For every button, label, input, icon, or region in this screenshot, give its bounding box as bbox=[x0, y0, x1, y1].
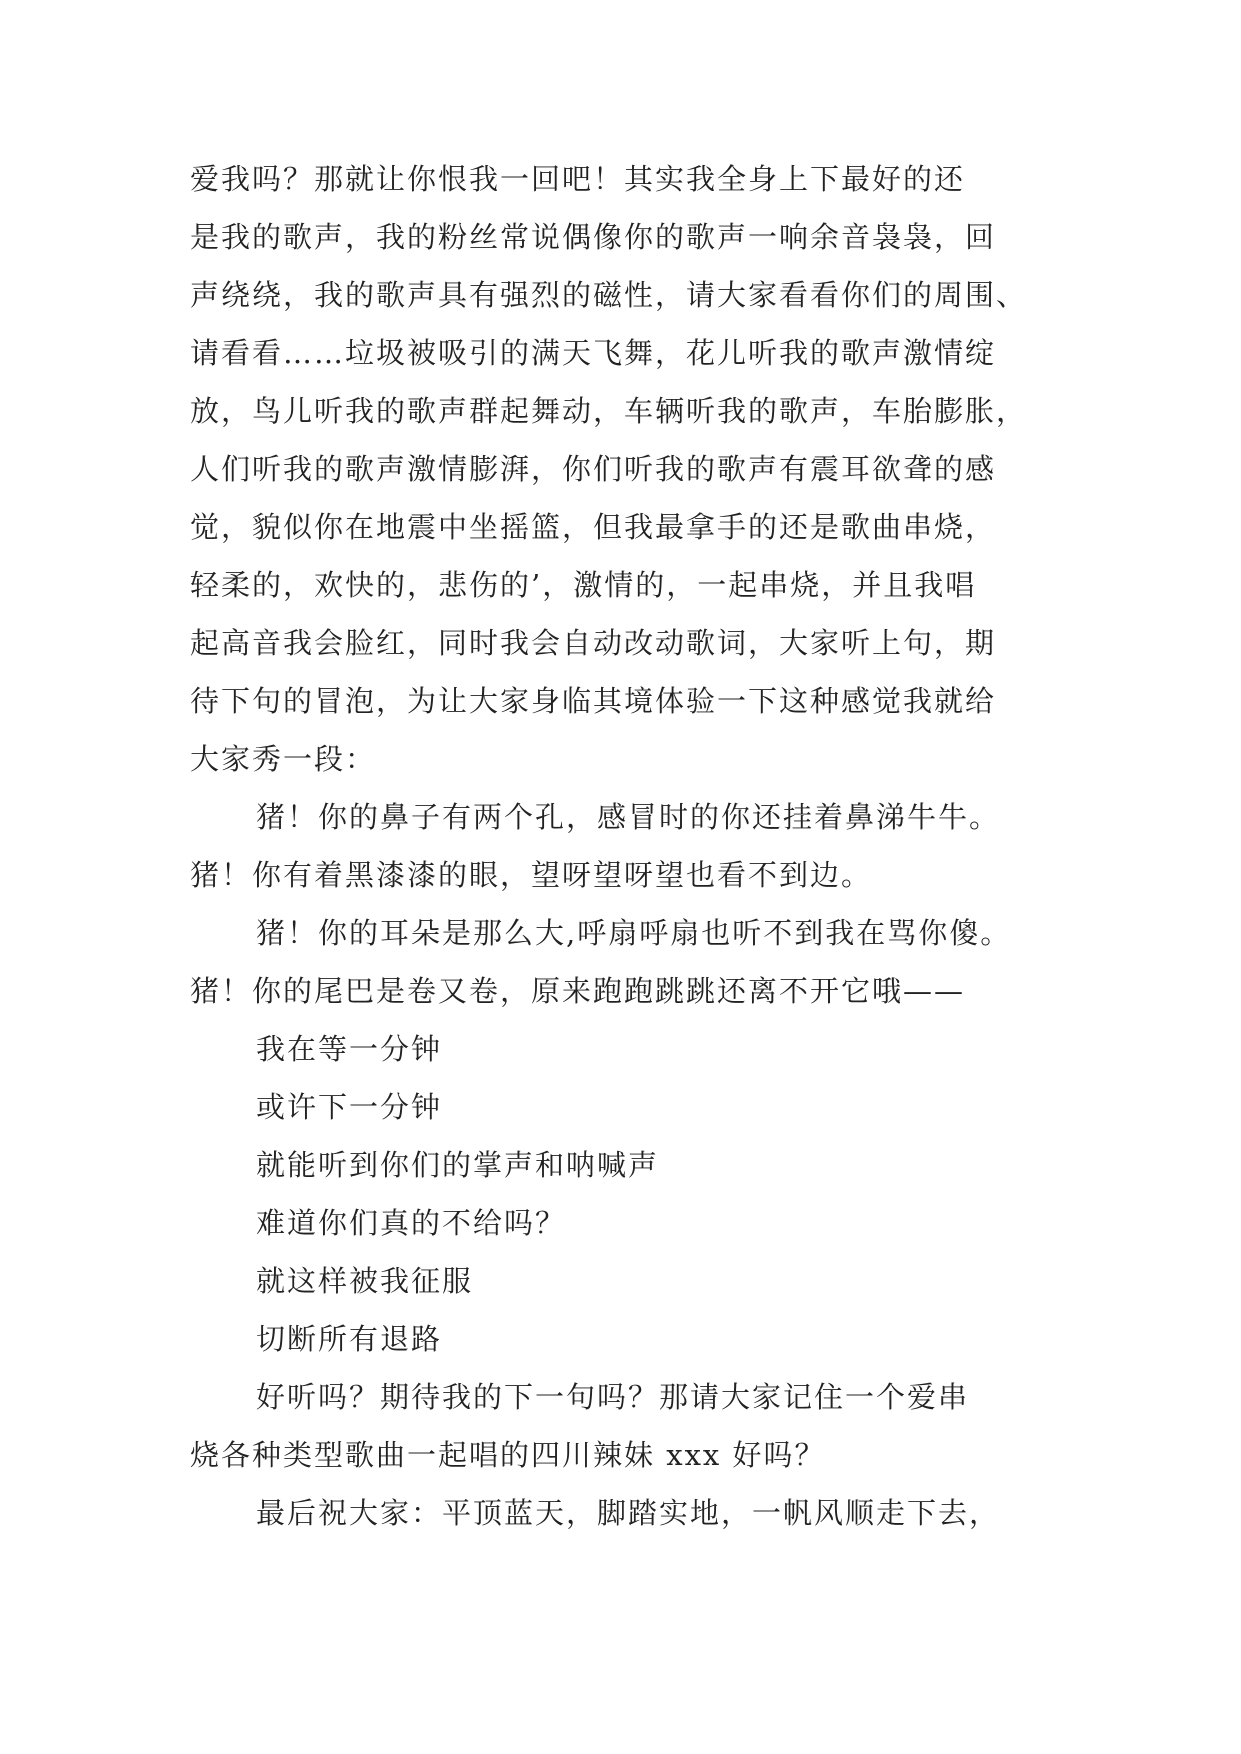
text-line: 爱我吗？那就让你恨我一回吧！其实我全身上下最好的还 bbox=[190, 162, 966, 196]
lyric-line: 我在等一分钟 bbox=[256, 1032, 443, 1066]
text-line: 觉，貌似你在地震中坐摇篮，但我最拿手的还是歌曲串烧， bbox=[190, 510, 997, 544]
text-line: 轻柔的，欢快的，悲伤的’，激情的，一起串烧，并且我唱 bbox=[190, 568, 977, 602]
text-line: 是我的歌声，我的粉丝常说偶像你的歌声一响余音袅袅，回 bbox=[190, 220, 997, 254]
text-line: 请看看……垃圾被吸引的满天飞舞，花儿听我的歌声激情绽 bbox=[190, 336, 997, 370]
lyric-line: 就能听到你们的掌声和呐喊声 bbox=[256, 1148, 660, 1182]
lyric-line: 就这样被我征服 bbox=[256, 1264, 474, 1298]
text-line: 待下句的冒泡，为让大家身临其境体验一下这种感觉我就给 bbox=[190, 684, 997, 718]
text-line: 起高音我会脸红，同时我会自动改动歌词，大家听上句，期 bbox=[190, 626, 997, 660]
text-line: 放，鸟儿听我的歌声群起舞动，车辆听我的歌声，车胎膨胀， bbox=[190, 394, 1028, 428]
text-line: 最后祝大家：平顶蓝天，脚踏实地，一帆风顺走下去， bbox=[256, 1496, 1001, 1530]
text-line: 大家秀一段： bbox=[190, 742, 377, 776]
text-line: 烧各种类型歌曲一起唱的四川辣妹 xxx 好吗？ bbox=[190, 1438, 826, 1472]
lyric-line: 难道你们真的不给吗？ bbox=[256, 1206, 567, 1240]
document-body bbox=[190, 150, 1070, 1542]
lyric-line: 猪！你的鼻子有两个孔，感冒时的你还挂着鼻涕牛牛。 bbox=[256, 800, 1001, 834]
lyric-line: 或许下一分钟 bbox=[256, 1090, 443, 1124]
text-line: 人们听我的歌声激情膨湃，你们听我的歌声有震耳欲聋的感 bbox=[190, 452, 997, 486]
lyric-line: 猪！你有着黑漆漆的眼，望呀望呀望也看不到边。 bbox=[190, 858, 873, 892]
lyric-line: 猪！你的尾巴是卷又卷，原来跑跑跳跳还离不开它哦—— bbox=[190, 974, 966, 1008]
lyric-line: 切断所有退路 bbox=[256, 1322, 443, 1356]
text-line: 声绕绕，我的歌声具有强烈的磁性，请大家看看你们的周围、 bbox=[190, 278, 1028, 312]
text-line: 好听吗？期待我的下一句吗？那请大家记住一个爱串 bbox=[256, 1380, 970, 1414]
lyric-line: 猪！你的耳朵是那么大,呼扇呼扇也听不到我在骂你傻。 bbox=[256, 916, 1012, 950]
